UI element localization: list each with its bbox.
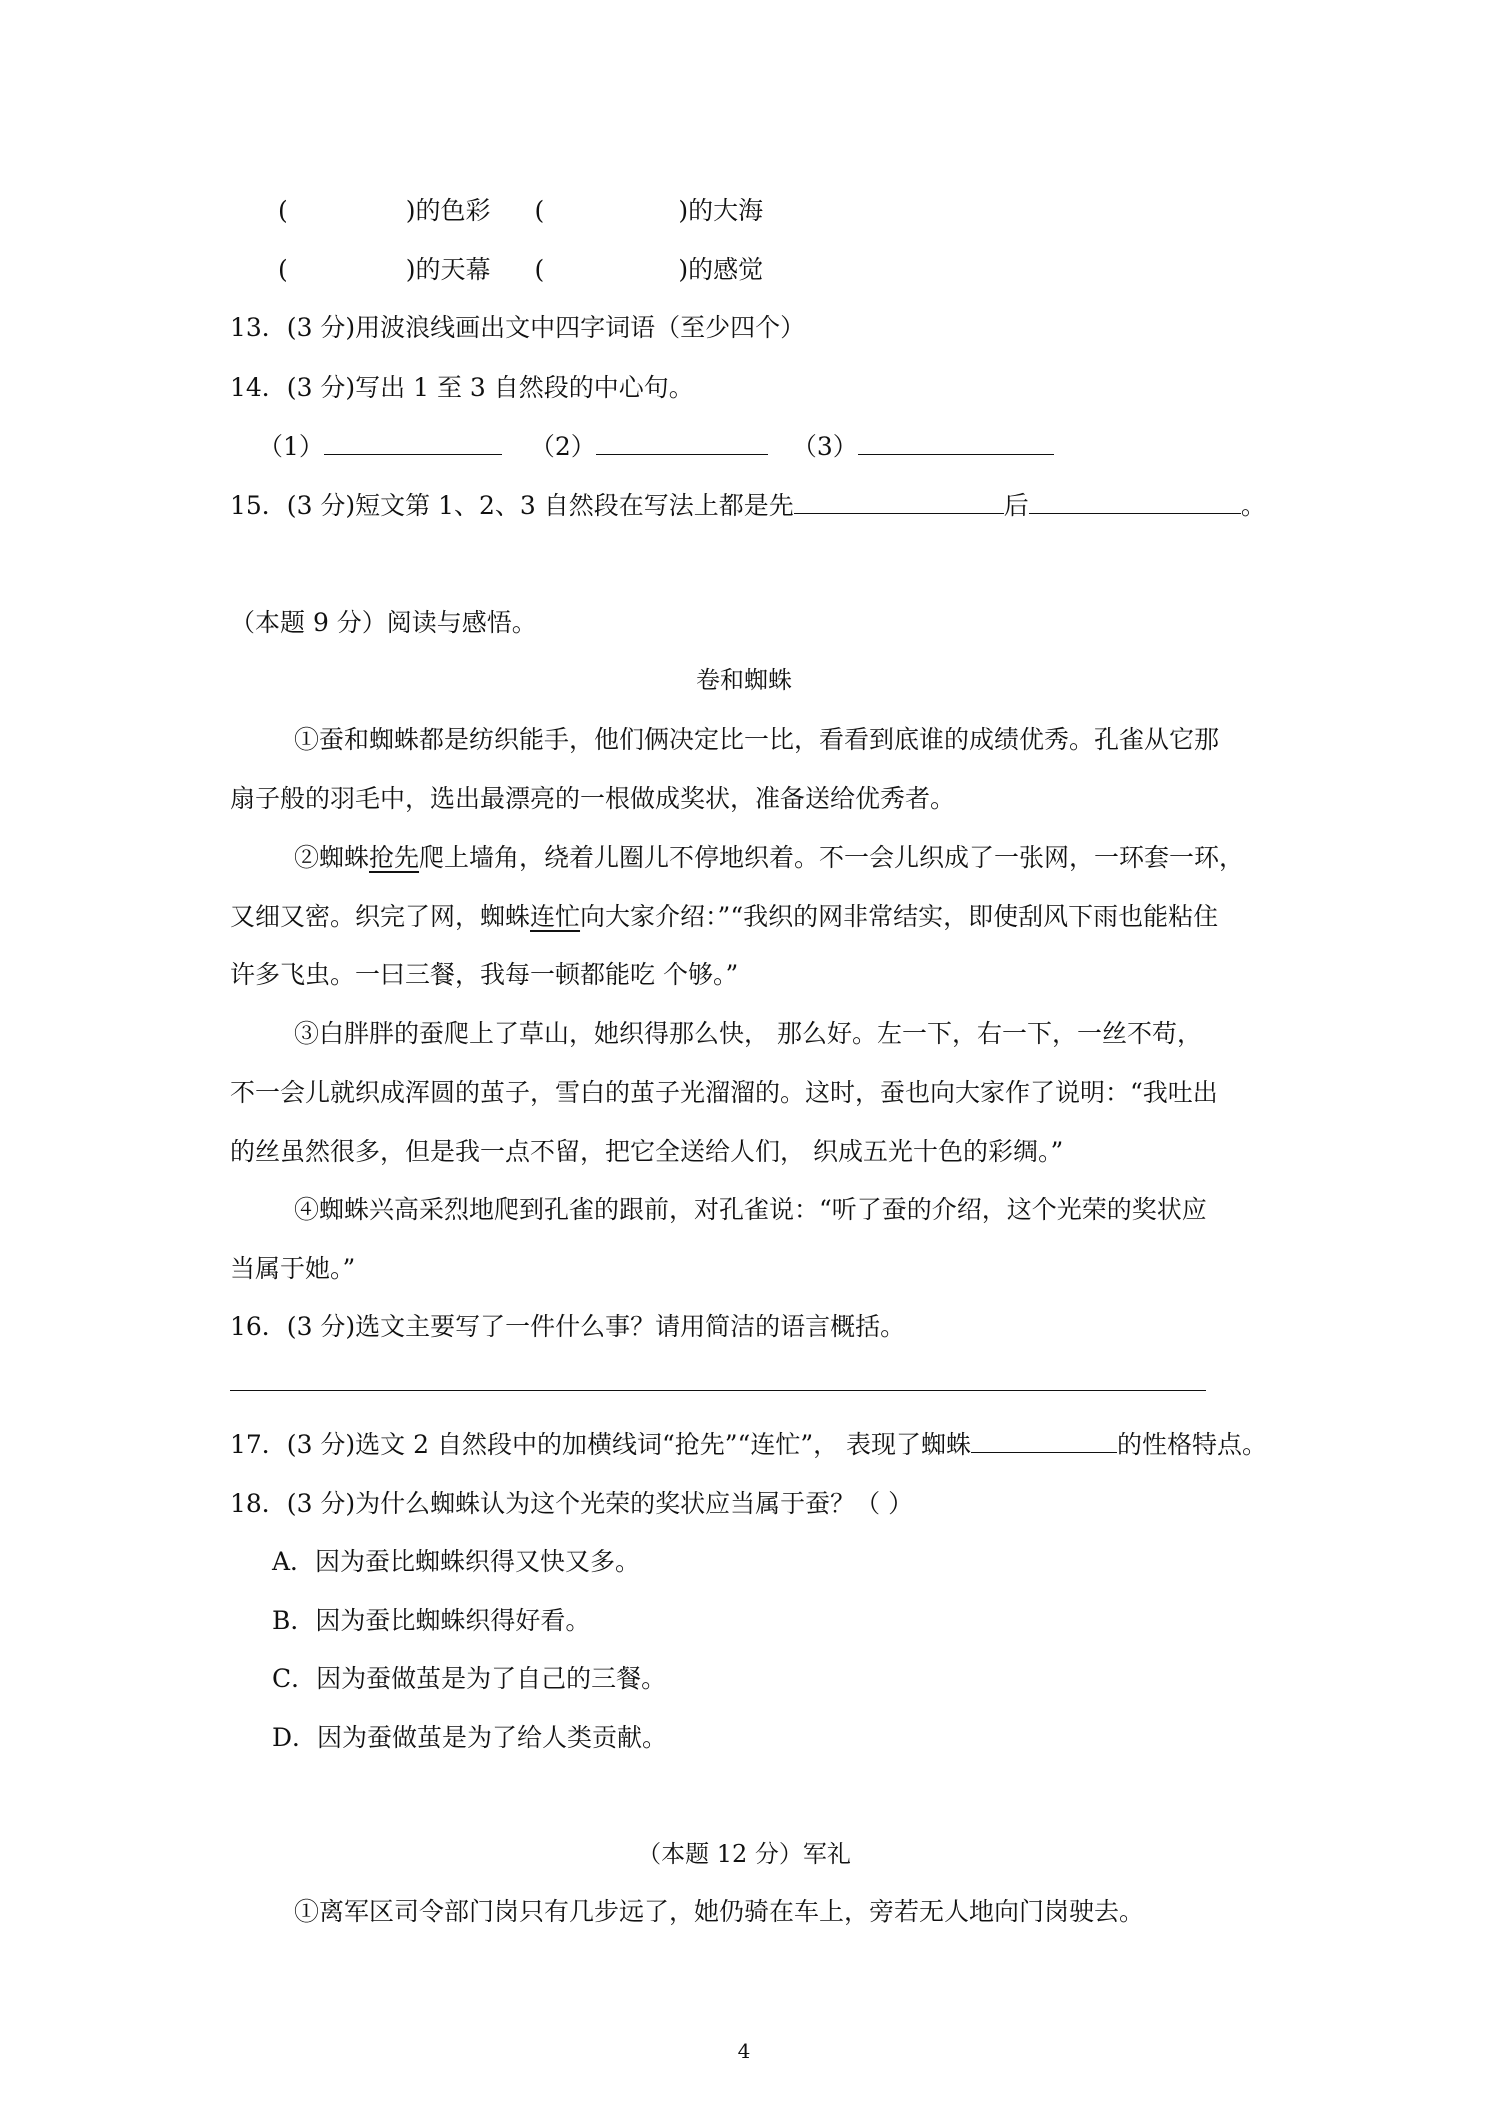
answer-blank-17[interactable] xyxy=(971,1428,1117,1453)
p3-line-1: ③白胖胖的蚕爬上了草山，她织得那么快， 那么好。左一下，右一下，一丝不苟， xyxy=(294,1019,1202,1048)
page-number: 4 xyxy=(737,2039,751,2063)
fill-row-2: ( )的天幕 ( )的感觉 xyxy=(278,255,764,284)
question-17: 17．(3 分)选文 2 自然段中的加横线词“抢先”“连忙”， 表现了蜘蛛 的性格特点。 xyxy=(230,1430,1268,1459)
question-13: 13．(3 分)用波浪线画出文中四字词语（至少四个） xyxy=(230,313,806,342)
answer-blank-1[interactable] xyxy=(324,430,502,455)
question-16: 16．(3 分)选文主要写了一件什么事？请用简洁的语言概括。 xyxy=(230,1312,906,1341)
p1-line-2: 扇子般的羽毛中，选出最漂亮的一根做成奖状，准备送给优秀者。 xyxy=(230,784,956,813)
fill-row-1-b: 的大海 xyxy=(688,196,764,225)
option-c[interactable]: C．因为蚕做茧是为了自己的三餐。 xyxy=(272,1664,667,1693)
answer-line-16[interactable] xyxy=(230,1390,1206,1391)
q14-item-2: （2） xyxy=(529,432,596,461)
fill-row-1-a: 的色彩 xyxy=(415,196,491,225)
question-14: 14．(3 分)写出 1 至 3 自然段的中心句。 xyxy=(230,373,694,402)
section2-intro: （本题 9 分）阅读与感悟。 xyxy=(230,608,537,637)
fill-row-2-a: 的天幕 xyxy=(415,255,491,284)
p2-line-3: 许多飞虫。一曰三餐，我每一顿都能吃 个够。” xyxy=(230,960,739,989)
question-18: 18．(3 分)为什么蜘蛛认为这个光荣的奖状应当属于蚕？（ ） xyxy=(230,1489,914,1518)
section3-heading: （本题 12 分）军礼 xyxy=(637,1840,851,1868)
q14-item-1: （1） xyxy=(258,432,324,461)
p3-line-2: 不一会儿就织成浑圆的茧子，雪白的茧子光溜溜的。这时，蚕也向大家作了说明：“我吐出 xyxy=(230,1078,1218,1107)
p2-line-1: ②蜘蛛抢先爬上墙角，绕着儿圈儿不停地织着。不一会儿织成了一张网，一环套一环， xyxy=(294,843,1245,872)
option-d[interactable]: D．因为蚕做茧是为了给人类贡献。 xyxy=(272,1723,668,1752)
p4-line-1: ④蜘蛛兴高采烈地爬到孔雀的跟前，对孔雀说：“听了蚕的介绍，这个光荣的奖状应 xyxy=(294,1195,1207,1224)
underlined-word-qiangxian: 抢先 xyxy=(369,843,420,872)
option-b[interactable]: B．因为蚕比蜘蛛织得好看。 xyxy=(272,1606,591,1635)
answer-blank-15a[interactable] xyxy=(794,489,1004,514)
p4-line-2: 当属于她。” xyxy=(230,1254,356,1283)
fill-row-2-b: 的感觉 xyxy=(688,255,764,284)
p3-line-3: 的丝虽然很多，但是我一点不留，把它全送给人们， 织成五光十色的彩绸。” xyxy=(230,1137,1064,1166)
underlined-word-lianmang: 连忙 xyxy=(530,902,581,931)
question-15: 15．(3 分)短文第 1、2、3 自然段在写法上都是先 后 。 xyxy=(230,491,1266,520)
option-a[interactable]: A．因为蚕比蜘蛛织得又快又多。 xyxy=(272,1547,641,1576)
q14-item-3: （3） xyxy=(791,432,858,461)
answer-blank-15b[interactable] xyxy=(1029,489,1241,514)
passage-title: 卷和蜘蛛 xyxy=(696,666,792,694)
answer-blank-2[interactable] xyxy=(596,430,768,455)
fill-row-1: ( )的色彩 ( )的大海 xyxy=(278,196,764,225)
question-14-blanks xyxy=(258,430,1054,464)
section3-p1: ①离军区司令部门岗只有几步远了，她仍骑在车上，旁若无人地向门岗驶去。 xyxy=(294,1897,1145,1926)
answer-blank-3[interactable] xyxy=(858,430,1054,455)
p2-line-2: 又细又密。织完了网，蜘蛛连忙向大家介绍：”“我织的网非常结实，即使刮风下雨也能粘住 xyxy=(230,902,1219,931)
p1-line-1: ①蚕和蜘蛛都是纺织能手，他们俩决定比一比，看看到底谁的成绩优秀。孔雀从它那 xyxy=(294,725,1220,754)
